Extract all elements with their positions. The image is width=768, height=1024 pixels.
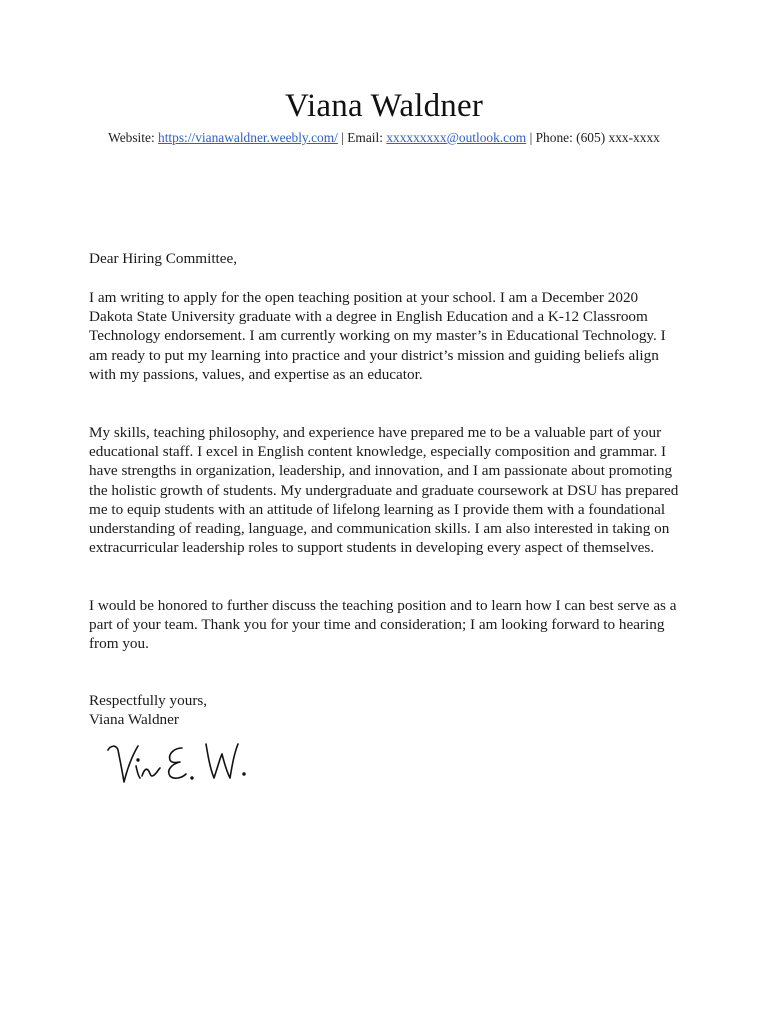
paragraph-text: I am writing to apply for the open teaching position at your school. I am a December 2020 Dakota State University graduate with a degree in English Education and a K-12 Classroom Technology endorsement. I am currently working on my master’s in Educational Technology. I am ready to put my learning into practice and your district’s mission and guiding beliefs align with my passions, values, and expertise as an educator. <box>89 289 666 383</box>
applicant-name: Viana Waldner <box>284 88 484 124</box>
handwritten-signature <box>100 736 260 796</box>
website-label: Website: <box>108 130 159 145</box>
phone-text: | Phone: (605) xxx-xxxx <box>526 130 660 145</box>
paragraph-intro <box>89 288 679 384</box>
website-link[interactable]: https://vianawaldner.weebly.com/ <box>158 130 338 145</box>
closing-phrase: Respectfully yours, <box>89 692 208 709</box>
closing-block <box>89 691 679 729</box>
email-link[interactable]: xxxxxxxxx@outlook.com <box>386 130 527 145</box>
salutation: Dear Hiring Committee, <box>89 250 238 267</box>
email-separator: | Email: <box>337 130 387 145</box>
paragraph-text: My skills, teaching philosophy, and experience have prepared me to be a valuable part of your educational staff. I excel in English content knowledge, especially composition and grammar. I have strengths in organization, leadership, and innovation, and I am passionate about promoting the holistic growth of students. My undergraduate and graduate coursework at DSU has prepared me to equip students with an attitude of lifelong learning as I provide them with a foundational understanding of reading, language, and communication skills. I am also interested in taking on extracurricular leadership roles to support students in developing every aspect of themselves. <box>89 424 679 557</box>
signoff-name: Viana Waldner <box>89 711 179 729</box>
contact-line <box>0 130 768 146</box>
paragraph-text: I would be honored to further discuss the teaching position and to learn how I can best serve as a part of your team. Thank you for your time and consideration; I am looking forward to hearing from you. <box>89 597 677 653</box>
paragraph-closing <box>89 596 679 654</box>
paragraph-skills <box>89 423 679 557</box>
